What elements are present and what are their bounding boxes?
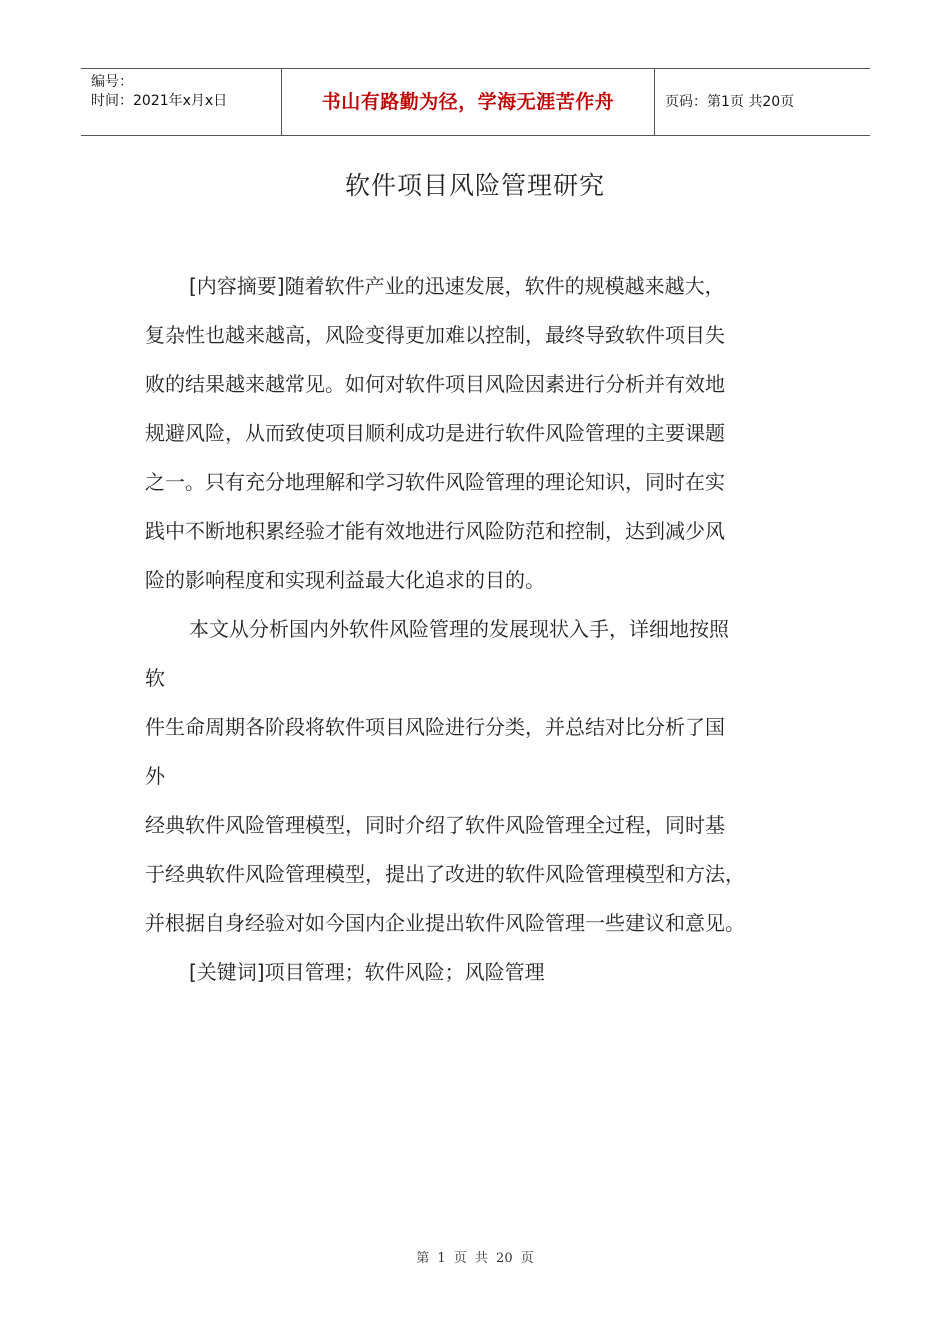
paragraph-line: 并根据自身经验对如今国内企业提出软件风险管理一些建议和意见。 (145, 911, 745, 935)
header-meta (91, 73, 281, 111)
keywords-tag: [关键词] (189, 960, 265, 984)
header-page-info: 页码：第1页 共20页 (665, 94, 795, 110)
paragraph-line (145, 948, 810, 997)
document-number-label: 编号： (91, 74, 133, 90)
abstract-paragraph (145, 262, 810, 605)
document-body (145, 262, 810, 997)
page-footer: 第 1 页 共 20 页 (416, 1251, 534, 1266)
header-divider (654, 69, 655, 135)
keywords-paragraph (145, 948, 810, 997)
paragraph-line: 本文从分析国内外软件风险管理的发展现状入手，详细地按照 (189, 617, 729, 641)
document-header (81, 68, 870, 136)
keywords-text: 项目管理；软件风险；风险管理 (264, 960, 545, 984)
paragraph-line: 规避风险，从而致使项目顺利成功是进行软件风险管理的主要课题 (145, 421, 725, 445)
paragraph-line: 经典软件风险管理模型，同时介绍了软件风险管理全过程，同时基 (145, 813, 725, 837)
paragraph-line (145, 262, 810, 311)
paragraph-line: 险的影响程度和实现利益最大化追求的目的。 (145, 568, 545, 592)
paragraph-line: 复杂性也越来越高，风险变得更加难以控制，最终导致软件项目失 (145, 323, 725, 347)
paragraph-line: 于经典软件风险管理模型，提出了改进的软件风险管理模型和方法， (145, 862, 745, 886)
abstract-line-text: 随着软件产业的迅速发展，软件的规模越来越大， (284, 274, 725, 298)
paragraph-line: 之一。只有充分地理解和学习软件风险管理的理论知识，同时在实 (145, 470, 725, 494)
paragraph-line: 败的结果越来越常见。如何对软件项目风险因素进行分析并有效地 (145, 372, 725, 396)
paragraph-line: 践中不断地积累经验才能有效地进行风险防范和控制，达到减少风 (145, 519, 725, 543)
abstract-tag: [内容摘要] (189, 274, 285, 298)
header-motto: 书山有路勤为径，学海无涯苦作舟 (321, 91, 615, 113)
paragraph-line: 件生命周期各阶段将软件项目风险进行分类，并总结对比分析了国 (145, 715, 725, 739)
paragraph-line: 软 (145, 666, 165, 690)
intro-paragraph (145, 605, 810, 948)
document-time-label: 时间：2021年x月x日 (91, 93, 228, 109)
document-title: 软件项目风险管理研究 (344, 171, 605, 200)
paragraph-line: 外 (145, 764, 165, 788)
